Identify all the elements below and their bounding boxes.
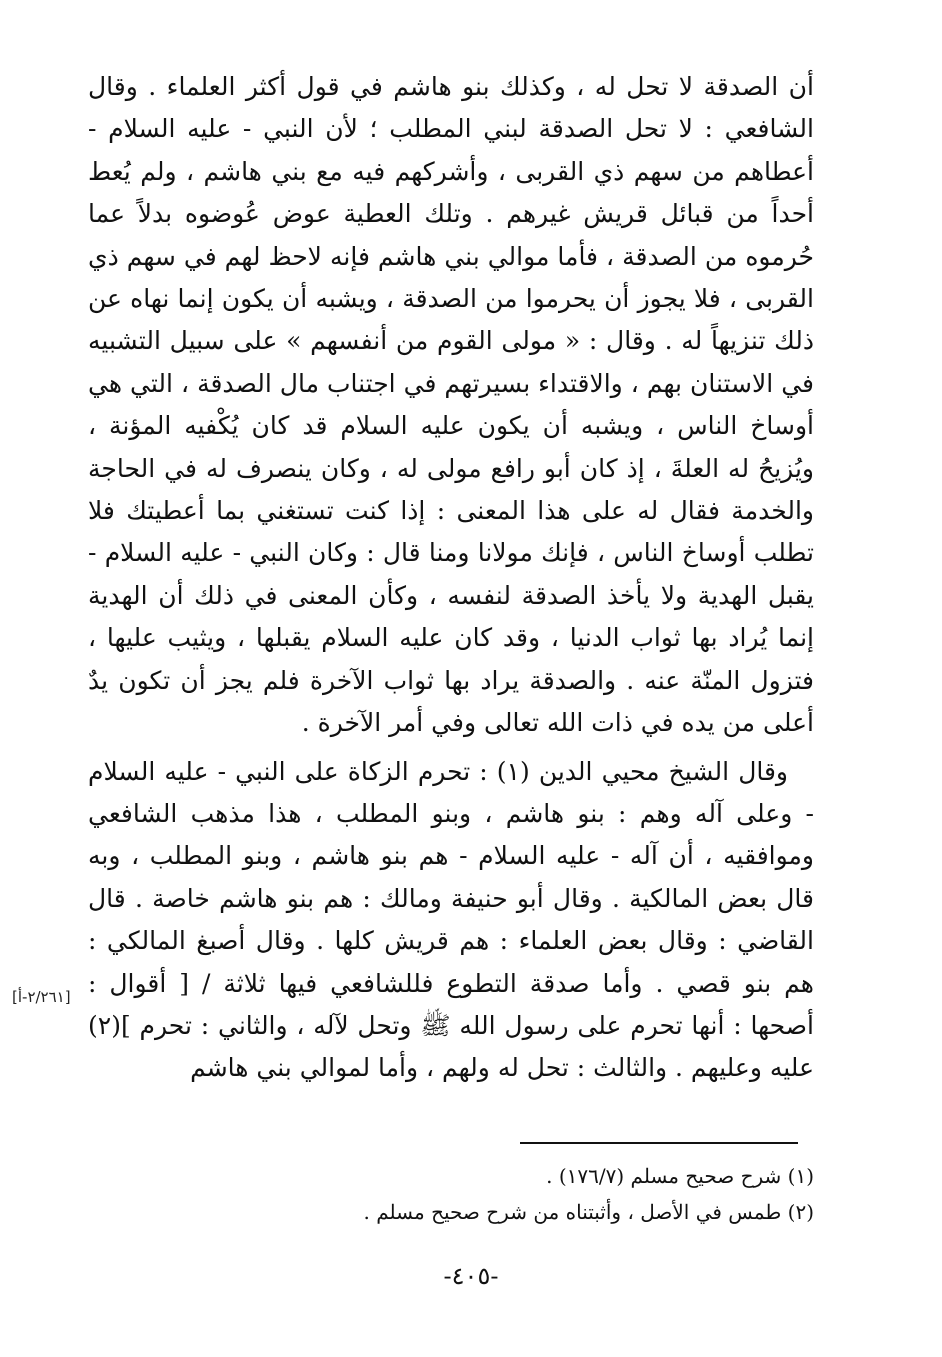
footnote-2: (٢) طمس في الأصل ، وأثبتناه من شرح صحيح مسلم . (363, 1200, 814, 1224)
paragraph-1: أن الصدقة لا تحل له ، وكذلك بنو هاشم في قول أكثر العلماء . وقال الشافعي : لا تحل الصدقة لبني المطلب ؛ لأن النبي - عليه السلام - أعطاهم من سهم ذي القربى ، وأشركهم فيه مع بني هاشم ، ولم يُعط أحداً من قبائل قريش غيرهم . وتلك العطية عوض عُوضوه بدلاً عما حُرموه من الصدقة ، فأما موالي بني هاشم فإنه لاحظ لهم في سهم ذي القربى ، فلا يجوز أن يحرموا من الصدقة ، ويشبه أن يكون إنما نهاه عن ذلك تنزيهاً له . وقال : « مولى القوم من أنفسهم » على سبيل التشبيه في الاستنان بهم ، والاقتداء بسيرتهم في اجتناب مال الصدقة ، التي هي أوساخ الناس ، ويشبه أن يكون عليه السلام قد كان يُكْفيه المؤنة ، ويُزيحُ له العلةَ ، إذ كان أبو رافع مولى له ، وكان ينصرف له في الحاجة والخدمة فقال له على هذا المعنى : إذا كنت تستغني بما أعطيتك فلا تطلب أوساخ الناس ، فإنك مولانا ومنا قال : وكان النبي - عليه السلام - يقبل الهدية ولا يأخذ الصدقة لنفسه ، وكأن المعنى في ذلك أن الهدية إنما يُراد بها ثواب الدنيا ، وقد كان عليه السلام يقبلها ، ويثيب عليها ، فتزول المنّة عنه . والصدقة يراد بها ثواب الآخرة فلم يجز أن تكون يدٌ أعلى من يده في ذات الله تعالى وفي أمر الآخرة . (88, 72, 814, 738)
footnotes (114, 1158, 814, 1230)
margin-reference: [٢/٢٦١-أ] (12, 988, 71, 1006)
footnote-1: (١) شرح صحيح مسلم (١٧٦/٧) . (546, 1164, 814, 1188)
footnote-divider (520, 1142, 798, 1144)
paragraph-2: وقال الشيخ محيي الدين (١) : تحرم الزكاة على النبي - عليه السلام - وعلى آله وهم : بنو هاشم ، وبنو المطلب ، هذا مذهب الشافعي وموافقيه ، أن آله - عليه السلام - هم بنو هاشم ، وبنو المطلب ، وبه قال بعض المالكية . وقال أبو حنيفة ومالك : هم بنو هاشم خاصة . قال القاضي : وقال بعض العلماء : هم قريش كلها . وقال أصبغ المالكي : هم بنو قصي . وأما صدقة التطوع فللشافعي فيها ثلاثة / [ أقوال : أصحها : أنها تحرم على رسول الله ﷺ وتحل لآله ، والثاني : تحرم ](٢) عليه وعليهم . والثالث : تحل له ولهم ، وأما لموالي بني هاشم (88, 756, 814, 1083)
main-text (88, 66, 814, 1090)
page-number: -٤٠٥- (443, 1262, 499, 1290)
